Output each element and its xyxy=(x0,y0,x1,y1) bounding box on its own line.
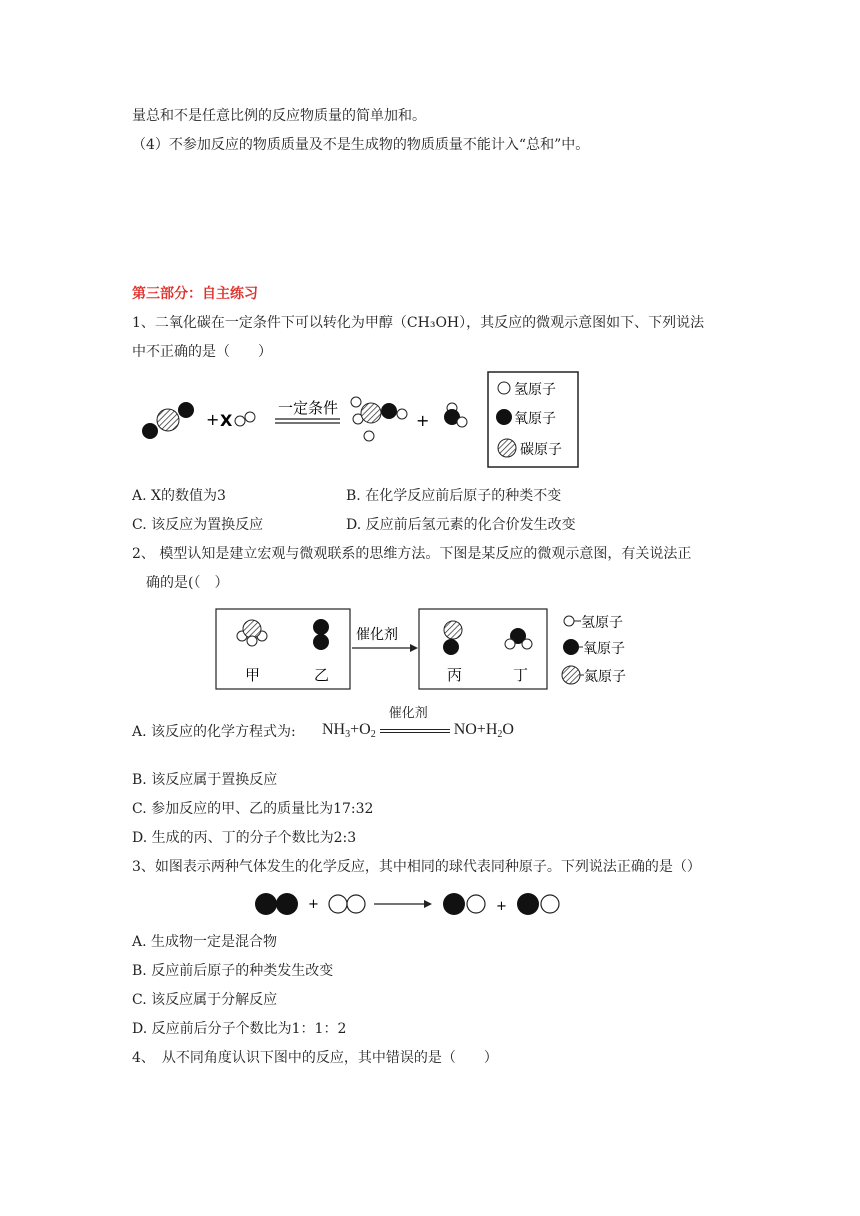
no-molecule xyxy=(443,621,462,655)
q2-option-b[interactable]: B. 该反应属于置换反应 xyxy=(132,772,278,788)
q3-option-b[interactable]: B. 反应前后原子的种类发生改变 xyxy=(132,963,334,979)
q3-option-d[interactable]: D. 反应前后分子个数比为1：1：2 xyxy=(132,1021,347,1037)
ammonia-molecule xyxy=(237,620,267,646)
q2-stem-line-2: 确的是(（ ） xyxy=(146,575,229,591)
q2-label-jia: 甲 xyxy=(245,666,261,684)
intro-line-2: （4）不参加反应的物质质量及不是生成物的物质质量不能计入“总和”中。 xyxy=(132,137,590,153)
q3-stem: 3、如图表示两种气体发生的化学反应，其中相同的球代表同种原子。下列说法正确的是（） xyxy=(132,859,701,875)
q1-legend-hydrogen: 氢原子 xyxy=(514,382,556,398)
methanol-molecule xyxy=(351,397,407,441)
water-molecule xyxy=(444,403,467,427)
q2-label-yi: 乙 xyxy=(314,666,330,684)
q2-option-c[interactable]: C. 参加反应的甲、乙的质量比为17:32 xyxy=(132,801,374,817)
q1-legend-oxygen: 氧原子 xyxy=(514,411,556,427)
q2-legend-hydrogen: 氢原子 xyxy=(581,615,623,631)
q1-plus-1: + xyxy=(206,410,220,429)
q2-label-bing: 丙 xyxy=(447,666,463,684)
q2-equation: $NH_3+O_2$ 催化剂 $NO+H_2O$ xyxy=(322,719,514,746)
q2-legend-oxygen: 氧原子 xyxy=(583,641,625,657)
section-title: 第三部分：自主练习 xyxy=(132,286,258,302)
water-molecule-2 xyxy=(505,628,532,649)
q1-condition-label: 一定条件 xyxy=(278,399,339,417)
q1-coef: X xyxy=(220,411,233,430)
q1-reaction-diagram xyxy=(130,370,590,470)
intro-line-1: 量总和不是任意比例的反应物质量的简单加和。 xyxy=(132,108,426,124)
q1-stem-line-1: 1、二氧化碳在一定条件下可以转化为甲醇（CH₃OH），其反应的微观示意图如下、下列说法 xyxy=(132,315,705,331)
q3-reaction-diagram xyxy=(250,886,570,922)
q4-stem: 4、 从不同角度认识下图中的反应，其中错误的是（ ） xyxy=(132,1050,498,1066)
q1-option-a[interactable]: A. X的数值为3 xyxy=(132,488,226,504)
q1-option-d[interactable]: D. 反应前后氢元素的化合价发生改变 xyxy=(346,517,576,533)
q1-stem-line-2: 中不正确的是（ ） xyxy=(132,344,272,360)
h2-molecule xyxy=(235,412,255,426)
q1-option-b[interactable]: B. 在化学反应前后原子的种类不变 xyxy=(346,488,562,504)
q2-reaction-diagram xyxy=(215,608,655,693)
q3-option-a[interactable]: A. 生成物一定是混合物 xyxy=(132,934,278,950)
co2-molecule xyxy=(142,402,194,439)
q2-stem-line-1: 2、 模型认知是建立宏观与微观联系的思维方法。下图是某反应的微观示意图，有关说法正 xyxy=(132,546,692,562)
q2-option-a[interactable]: A. 该反应的化学方程式为: xyxy=(132,724,296,740)
q2-equation-catalyst: 催化剂 xyxy=(388,706,428,722)
q3-option-c[interactable]: C. 该反应属于分解反应 xyxy=(132,992,278,1008)
q2-label-ding: 丁 xyxy=(513,666,529,684)
q1-option-c[interactable]: C. 该反应为置换反应 xyxy=(132,517,264,533)
q2-catalyst-label: 催化剂 xyxy=(356,627,398,643)
q3-plus-1: + xyxy=(308,897,319,912)
q2-option-d[interactable]: D. 生成的丙、丁的分子个数比为2:3 xyxy=(132,830,357,846)
q3-plus-2: + xyxy=(496,899,507,914)
q1-plus-2: + xyxy=(416,411,430,430)
q1-legend-carbon: 碳原子 xyxy=(520,442,562,458)
oxygen-molecule xyxy=(313,619,329,650)
q2-reactant-box xyxy=(216,609,350,689)
q2-legend-nitrogen: 氮原子 xyxy=(584,669,626,685)
